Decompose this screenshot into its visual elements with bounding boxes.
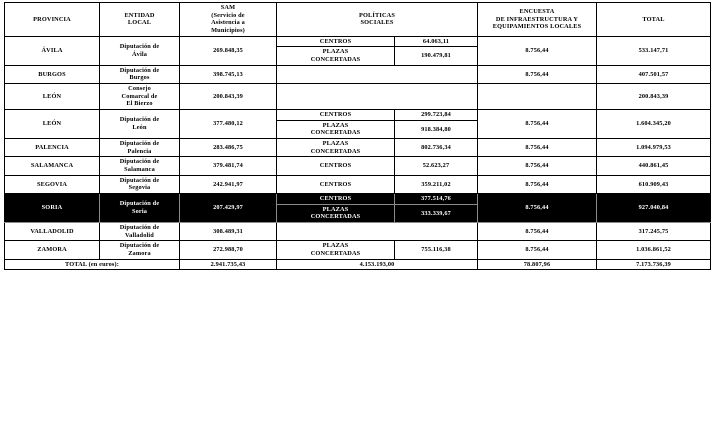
table-header-row (5, 3, 711, 37)
header-politicas-sociales (277, 3, 478, 37)
table-row (5, 157, 711, 175)
politicas-label-line1: PLAZAS (322, 205, 349, 213)
cell-politicas-label (277, 120, 395, 138)
header-total: TOTAL (597, 3, 711, 37)
entidad-line1: Diputación de (119, 116, 160, 124)
politicas-label-line1: CENTROS (319, 111, 352, 119)
cell-politicas-value: 802.736,34 (395, 139, 478, 157)
politicas-label-line2: CONCERTADAS (310, 213, 361, 221)
cell-sam: 283.486,75 (180, 139, 277, 157)
entidad-line2: León (132, 124, 147, 132)
entidad-line1: Diputación de (119, 200, 160, 208)
cell-total: 317.245,75 (597, 223, 711, 241)
table-row (5, 139, 711, 157)
cell-entidad-local (100, 194, 180, 223)
cell-politicas-value: 918.384,80 (395, 120, 478, 138)
cell-sam: 308.489,31 (180, 223, 277, 241)
cell-politicas-label (277, 110, 395, 121)
cell-provincia: LEÓN (5, 110, 100, 139)
cell-politicas-value: 64.063,11 (395, 36, 478, 47)
header-entidad-local (100, 3, 180, 37)
entidad-line1: Diputación de (119, 43, 160, 51)
entidad-line1: Diputación de (119, 242, 160, 250)
cell-provincia: ÁVILA (5, 36, 100, 65)
cell-encuesta: 8.756,44 (478, 223, 597, 241)
entidad-line2: Soria (131, 208, 148, 216)
cell-sam: 272.988,70 (180, 241, 277, 259)
cell-encuesta: 8.756,44 (478, 175, 597, 193)
entidad-line2: Segovia (128, 184, 151, 192)
politicas-label-line1: PLAZAS (322, 242, 349, 250)
cell-total: 407.501,57 (597, 65, 711, 83)
politicas-label-line2: CONCERTADAS (310, 147, 361, 155)
cell-sam: 200.843,39 (180, 84, 277, 110)
header-encuesta-line2: DE INFRAESTRUCTURA Y (495, 15, 579, 23)
header-entidad-local-line2: LOCAL (127, 19, 152, 27)
cell-total: 200.843,39 (597, 84, 711, 110)
entidad-line2: Comarcal de (121, 92, 158, 100)
table-row (5, 65, 711, 83)
cell-encuesta: 8.756,44 (478, 241, 597, 259)
cell-encuesta: 8.756,44 (478, 110, 597, 139)
cell-sam: 398.745,13 (180, 65, 277, 83)
cell-entidad-local (100, 36, 180, 65)
cell-encuesta: 8.756,44 (478, 194, 597, 223)
cell-politicas-value: 359.211,02 (395, 175, 478, 193)
entidad-line2: Palencia (127, 147, 152, 155)
cell-provincia: ZAMORA (5, 241, 100, 259)
cell-provincia: PALENCIA (5, 139, 100, 157)
cell-politicas-empty (277, 223, 478, 241)
header-encuesta (478, 3, 597, 37)
cell-provincia: BURGOS (5, 65, 100, 83)
entidad-line2: Valladolid (125, 231, 154, 239)
entidad-line1: Diputación de (119, 140, 160, 148)
table-row (5, 36, 711, 47)
table-row (5, 223, 711, 241)
politicas-label-line1: PLAZAS (322, 48, 349, 56)
cell-provincia: SALAMANCA (5, 157, 100, 175)
cell-encuesta: 8.756,44 (478, 139, 597, 157)
politicas-label-line1: PLAZAS (322, 121, 349, 129)
entidad-line2: Zamora (128, 250, 151, 258)
cell-total: 1.094.979,53 (597, 139, 711, 157)
cell-politicas-value: 299.723,84 (395, 110, 478, 121)
entidad-line2: Ávila (131, 50, 148, 58)
politicas-label-line2: CONCERTADAS (310, 250, 361, 258)
cell-politicas-label (277, 194, 395, 205)
cell-total: 610.909,43 (597, 175, 711, 193)
cell-politicas-empty (277, 65, 478, 83)
cell-entidad-local (100, 175, 180, 193)
cell-provincia: SORIA (5, 194, 100, 223)
cell-politicas-label (277, 47, 395, 65)
header-sam-line1: SAM (220, 4, 236, 11)
table-row (5, 175, 711, 193)
cell-provincia: LEÓN (5, 84, 100, 110)
cell-total: 533.147,71 (597, 36, 711, 65)
cell-entidad-local (100, 223, 180, 241)
header-provincia: PROVINCIA (5, 3, 100, 37)
cell-total: 440.861,45 (597, 157, 711, 175)
cell-politicas-value: 377.514,76 (395, 194, 478, 205)
cell-politicas-value: 190.479,81 (395, 47, 478, 65)
entidad-line3: El Bierzo (126, 100, 153, 108)
cell-sam: 242.941,97 (180, 175, 277, 193)
politicas-label-line2: CONCERTADAS (310, 56, 361, 64)
cell-sam: 379.481,74 (180, 157, 277, 175)
cell-provincia: VALLADOLID (5, 223, 100, 241)
cell-sam: 377.480,12 (180, 110, 277, 139)
cell-entidad-local (100, 110, 180, 139)
header-sam-line2: (Servicio de (211, 11, 245, 19)
cell-politicas-value: 755.116,38 (395, 241, 478, 259)
totals-sam: 2.941.735,43 (180, 259, 277, 270)
table-totals-row (5, 259, 711, 270)
cell-total: 927.040,84 (597, 194, 711, 223)
cell-encuesta: 8.756,44 (478, 36, 597, 65)
entidad-line1: Diputación de (119, 66, 160, 74)
header-sam-line3: Asistencia a (211, 19, 245, 27)
politicas-label-line1: CENTROS (319, 37, 352, 45)
politicas-label-line2: CONCERTADAS (310, 129, 361, 137)
table-row (5, 241, 711, 259)
cell-politicas-value: 333.339,67 (395, 204, 478, 222)
entidad-line1: Diputación de (119, 224, 160, 232)
cell-entidad-local (100, 139, 180, 157)
cell-politicas-label (277, 157, 395, 175)
entidad-line1: Diputación de (119, 176, 160, 184)
table-row (5, 84, 711, 110)
header-politicas-line1: POLÍTICAS (359, 11, 395, 19)
cell-entidad-local (100, 65, 180, 83)
cell-politicas-label (277, 139, 395, 157)
cell-sam: 207.429,97 (180, 194, 277, 223)
header-encuesta-line1: ENCUESTA (519, 7, 555, 15)
header-politicas-line2: SOCIALES (360, 19, 394, 27)
entidad-line1: Diputación de (119, 158, 160, 166)
entidad-line2: Salamanca (124, 166, 155, 174)
cell-entidad-local (100, 241, 180, 259)
cell-total: 1.604.345,20 (597, 110, 711, 139)
cell-entidad-local (100, 84, 180, 110)
header-sam-line4: Municipios) (211, 27, 245, 35)
cell-sam: 269.848,35 (180, 36, 277, 65)
cell-encuesta (478, 84, 597, 110)
politicas-label-line1: CENTROS (319, 195, 352, 203)
cell-politicas-label (277, 204, 395, 222)
totals-encuesta: 78.807,96 (478, 259, 597, 270)
totals-total: 7.173.736,39 (597, 259, 711, 270)
politicas-label-line1: CENTROS (319, 162, 352, 170)
header-encuesta-line3: EQUIPAMIENTOS LOCALES (492, 23, 582, 31)
cell-politicas-value: 52.623,27 (395, 157, 478, 175)
table-row (5, 110, 711, 121)
cell-politicas-empty (277, 84, 478, 110)
cell-entidad-local (100, 157, 180, 175)
header-sam (180, 3, 277, 37)
entidad-line2: Burgos (129, 74, 150, 82)
cell-politicas-label (277, 36, 395, 47)
cell-encuesta: 8.756,44 (478, 65, 597, 83)
table-row-highlighted (5, 194, 711, 205)
totals-politicas: 4.153.193,00 (277, 259, 478, 270)
totals-label: TOTAL (en euros): (5, 259, 180, 270)
cell-total: 1.036.861,52 (597, 241, 711, 259)
cell-politicas-label (277, 175, 395, 193)
politicas-label-line1: PLAZAS (322, 140, 349, 148)
cell-provincia: SEGOVIA (5, 175, 100, 193)
cell-encuesta: 8.756,44 (478, 157, 597, 175)
distribution-table (4, 2, 711, 270)
header-entidad-local-line1: ENTIDAD (124, 11, 155, 19)
cell-politicas-label (277, 241, 395, 259)
entidad-line1: Consejo (128, 85, 151, 93)
politicas-label-line1: CENTROS (319, 180, 352, 188)
